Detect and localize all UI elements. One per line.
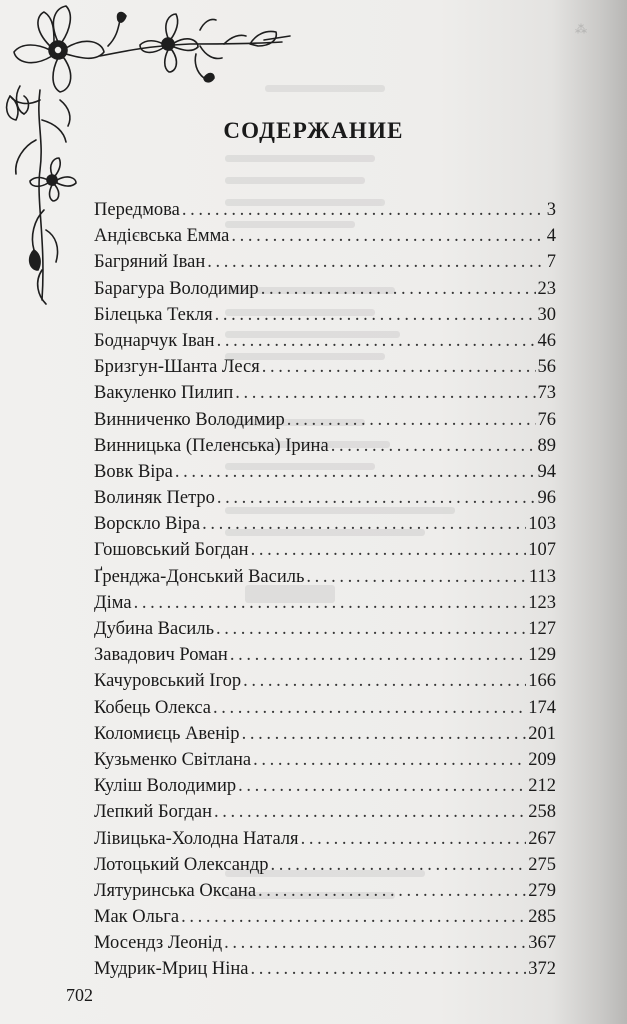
toc-leader-dots [216,616,526,642]
toc-entry-page: 123 [528,592,556,613]
toc-entry [94,380,556,406]
toc-entry [94,564,556,590]
toc-entry-name: Ґренджа-Донський Василь [94,566,305,587]
page-number: 702 [66,985,93,1005]
toc-entry [94,433,556,459]
toc-entry-page: 166 [528,671,556,692]
toc-entry-name: Волиняк Петро [94,488,215,509]
toc-entry-name: Винницька (Пеленська) Ірина [94,435,329,456]
toc-entry [94,197,556,223]
toc-entry-name: Боднарчук Іван [94,330,215,351]
toc-leader-dots [301,826,527,852]
toc-entry-name: Ворскло Віра [94,514,201,535]
toc-entry [94,302,556,328]
toc-entry-name: Лотоцький Олександр [94,854,269,875]
toc-entry-page: 275 [528,854,556,875]
toc-entry-name: Качуровський Ігор [94,671,242,692]
toc-entry-page: 103 [528,514,556,535]
toc-entry-page: 3 [546,200,556,220]
toc-leader-dots [262,354,536,380]
toc-leader-dots [251,537,527,563]
toc-leader-dots [331,433,536,459]
toc-entry-page: 285 [528,907,556,928]
toc-entry-name: Мосендз Леонід [94,933,223,954]
toc-entry [94,773,556,799]
toc-entry [94,616,556,642]
toc-entry-name: Кобець Олекса [94,697,211,718]
toc-leader-dots [214,799,526,825]
toc-leader-dots [202,511,526,537]
toc-entry-name: Мудрик-Мриц Ніна [94,959,249,980]
toc-entry-page: 209 [528,749,556,770]
toc-leader-dots [207,249,544,275]
toc-entry [94,930,556,956]
toc-entry-page: 212 [528,776,556,797]
toc-leader-dots [230,642,526,668]
toc-entry-page: 258 [528,802,556,823]
toc-entry-page: 129 [528,645,556,666]
toc-entry-page: 267 [528,828,556,849]
toc-entry-name: Мак Ольга [94,907,180,928]
toc-entry [94,878,556,904]
toc-leader-dots [217,485,536,511]
toc-leader-dots [243,668,526,694]
toc-entry-name: Діма [94,592,132,613]
toc-entry [94,276,556,302]
toc-entry [94,249,556,275]
toc-entry-page: 56 [537,357,556,378]
toc-leader-dots [270,852,526,878]
toc-entry-page: 94 [537,461,556,482]
toc-entry [94,904,556,930]
toc-entry-name: Лепкий Богдан [94,802,213,823]
running-head-bleed: ⁂ [575,22,587,36]
toc-entry [94,407,556,433]
toc-entry-page: 372 [528,959,556,980]
toc-leader-dots [182,197,545,223]
toc-leader-dots [235,380,535,406]
toc-entry [94,721,556,747]
toc-entry-page: 107 [528,540,556,561]
toc-leader-dots [258,878,526,904]
toc-entry-page: 279 [528,880,556,901]
toc-entry-page: 174 [528,697,556,718]
toc-entry-name: Гошовський Богдан [94,540,249,561]
toc-leader-dots [224,930,526,956]
page-title: СОДЕРЖАНИЕ [223,118,404,143]
toc-entry [94,485,556,511]
toc-entry-page: 96 [537,488,556,509]
toc-entry [94,852,556,878]
toc-entry-page: 73 [537,383,556,404]
toc-leader-dots [261,276,536,302]
toc-entry [94,826,556,852]
toc-entry [94,354,556,380]
toc-entry-page: 46 [537,330,556,351]
toc-leader-dots [231,223,544,249]
toc-entry-name: Андієвська Емма [94,226,230,247]
toc-entry [94,590,556,616]
toc-leader-dots [213,695,526,721]
toc-entry-page: 76 [537,409,556,430]
toc-entry-page: 30 [537,304,556,325]
toc-entry [94,459,556,485]
toc-entry [94,537,556,563]
toc-leader-dots [242,721,527,747]
toc-entry-name: Барагура Володимир [94,278,259,299]
toc-entry-name: Бризгун-Шанта Леся [94,357,260,378]
toc-entry-name: Коломиєць Авенір [94,723,240,744]
toc-entry-page: 127 [528,619,556,639]
toc-entry-page: 89 [537,435,556,456]
toc-entry [94,511,556,537]
toc-entry [94,642,556,668]
toc-entry-page: 113 [528,566,556,587]
table-of-contents [94,197,556,983]
toc-entry-page: 4 [546,226,556,247]
toc-entry [94,223,556,249]
toc-leader-dots [217,328,536,354]
toc-leader-dots [215,302,536,328]
toc-leader-dots [238,773,526,799]
toc-leader-dots [181,904,526,930]
toc-entry-name: Дубина Василь [94,619,215,639]
toc-entry-page: 23 [537,278,556,299]
toc-entry [94,747,556,773]
toc-entry-name: Лятуринська Оксана [94,880,257,901]
toc-leader-dots [287,407,536,433]
toc-leader-dots [253,747,526,773]
toc-entry-name: Кузьменко Світлана [94,749,252,770]
toc-entry-name: Вакуленко Пилип [94,383,234,404]
toc-entry-name: Завадович Роман [94,645,228,666]
toc-entry [94,328,556,354]
toc-entry-name: Вовк Віра [94,461,173,482]
toc-entry-name: Винниченко Володимир [94,409,285,430]
toc-entry-page: 201 [528,723,556,744]
toc-leader-dots [306,564,527,590]
toc-leader-dots [134,590,527,616]
toc-entry [94,799,556,825]
toc-entry-name: Лівицька-Холодна Наталя [94,828,299,849]
toc-entry [94,695,556,721]
toc-entry-page: 367 [528,933,556,954]
toc-leader-dots [251,956,527,982]
toc-entry [94,956,556,982]
toc-entry-page: 7 [546,252,556,273]
toc-entry [94,668,556,694]
toc-entry-name: Куліш Володимир [94,776,237,797]
toc-leader-dots [175,459,536,485]
toc-entry-name: Багряний Іван [94,252,206,273]
toc-entry-name: Білецька Текля [94,304,213,325]
toc-entry-name: Передмова [94,200,180,220]
